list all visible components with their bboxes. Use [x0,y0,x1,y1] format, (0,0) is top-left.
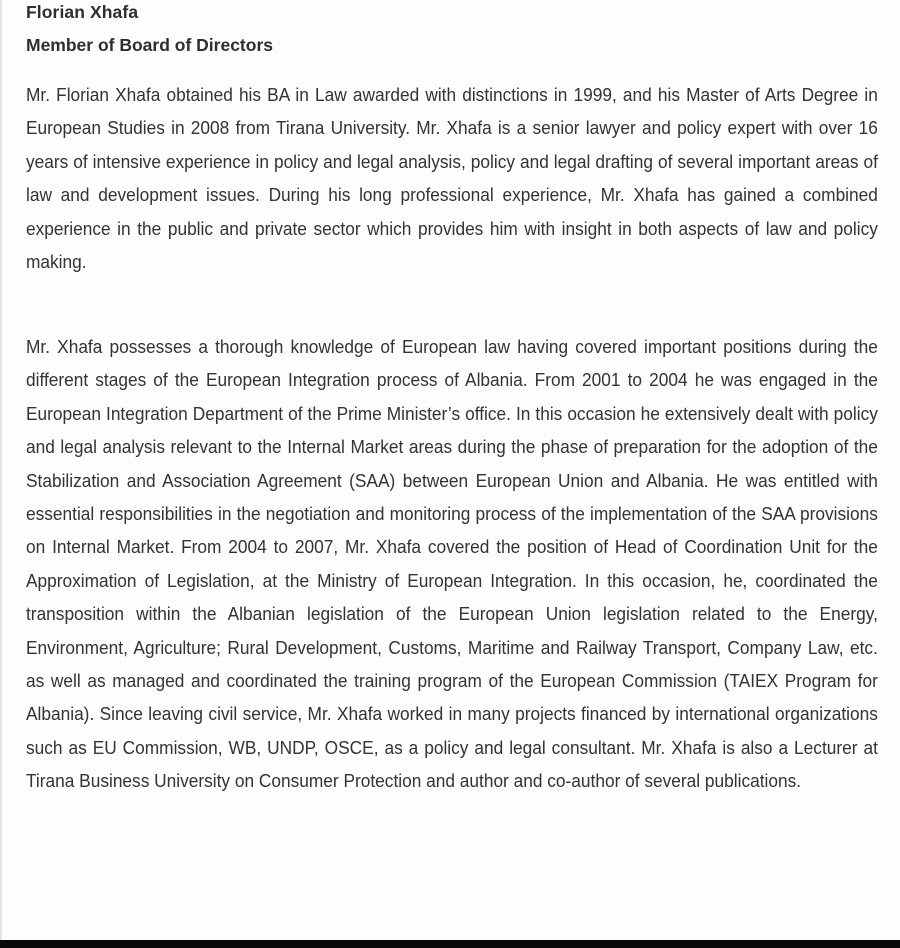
bio-paragraph-career: Mr. Xhafa possesses a thorough knowledge of European law having covered important positions during the different stages of the European Integration process of Albania. From 2001 to 2004 he was engaged in the European Integration Department of the Prime Minister’s office. In this occasion he extensively dealt with policy and legal analysis relevant to the Internal Market areas during the phase of preparation for the adoption of the Stabilization and Association Agreement (SAA) between European Union and Albania. He was entitled with essential responsibilities in the negotiation and monitoring process of the implementation of the SAA provisions on Internal Market. From 2004 to 2007, Mr. Xhafa covered the position of Head of Coordination Unit for the Approximation of Legislation, at the Ministry of European Integration. In this occasion, he, coordinated the transposition within the Albanian legislation of the European Union legislation related to the Energy, Environment, Agriculture; Rural Development, Customs, Maritime and Railway Transport, Company Law, etc. as well as managed and coordinated the training program of the European Commission (TAIEX Program for Albania). Since leaving civil service, Mr. Xhafa worked in many projects financed by international organizations such as EU Commission, WB, UNDP, OSCE, as a policy and legal consultant. Mr. Xhafa is also a Lecturer at Tirana Business University on Consumer Protection and author and co-author of several publications. [26,336,878,792]
bottom-edge-bar [0,940,900,948]
person-role-heading: Member of Board of Directors [26,35,273,55]
person-name-heading: Florian Xhafa [26,2,139,22]
bio-paragraph-education: Mr. Florian Xhafa obtained his BA in Law awarded with distinctions in 1999, and his Master of Arts Degree in European Studies in 2008 from Tirana University. Mr. Xhafa is a senior lawyer and policy expert with over 16 years of intensive experience in policy and legal analysis, policy and legal drafting of several important areas of law and development issues. During his long professional experience, Mr. Xhafa has gained a combined experience in the public and private sector which provides him with insight in both aspects of law and policy making. [26,84,878,273]
